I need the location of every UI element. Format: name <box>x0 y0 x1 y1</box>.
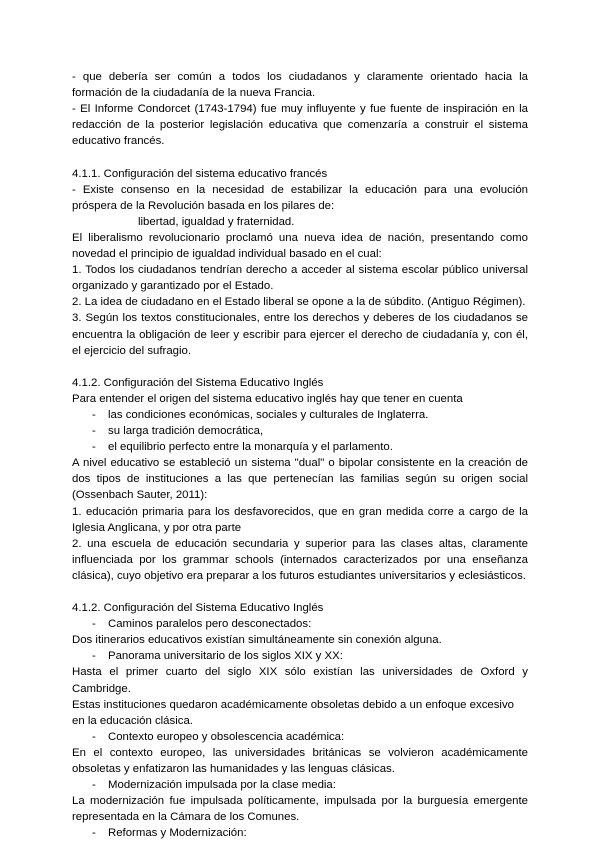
english2-text: En el contexto europeo, las universidades británicas se volvieron académicamente obsoletas y enfatizaron las humanidades y las lenguas clásicas. <box>72 746 528 776</box>
spacer <box>72 584 528 600</box>
english2-bullet <box>72 729 528 745</box>
english2-text: Hasta el primer cuarto del siglo XIX sólo existían las universidades de Oxford y Cambridge. <box>72 666 528 695</box>
english2-bullet <box>72 777 528 793</box>
bullet-text: Modernización impulsada por la clase media: <box>108 779 336 792</box>
english2-bullet <box>72 825 528 841</box>
english-bullet <box>72 407 528 423</box>
dash-glyph: - <box>92 827 96 840</box>
french-consensus-paragraph: - Existe consenso en la necesidad de estabilizar la educación para una evolución próspera de la Revolución basada en los pilares de: <box>72 183 528 212</box>
english-item-2: 2. una escuela de educación secundaria y superior para las clases altas, claramente influenciada por los grammar schools (internados caracterizados por una enseñanza clásica), cuyo objetivo era preparar a los futuros estudiantes universitarios y eclesiásticos. <box>72 537 528 582</box>
intro-paragraph-2: - El Informe Condorcet (1743-1794) fue muy influyente y fue fuente de inspiración en la redacción de la posterior legislación educativa que comenzaría a construir el sistema educativo francés. <box>72 103 528 148</box>
english2-text: La modernización fue impulsada políticamente, impulsada por la burguesía emergente representada en la Cámara de los Comunes. <box>72 795 528 824</box>
section-heading-english-2: 4.1.2. Configuración del Sistema Educativo Inglés <box>72 602 324 615</box>
bullet-text: Caminos paralelos pero desconectados: <box>108 618 312 631</box>
bullet-text: su larga tradición democrática, <box>108 425 264 438</box>
english2-bullet <box>72 616 528 632</box>
french-item-1: 1. Todos los ciudadanos tendrían derecho a acceder al sistema escolar público universal organizado y garantizado por el Estado. <box>72 264 528 293</box>
section-heading-english: 4.1.2. Configuración del Sistema Educativo Inglés <box>72 376 324 389</box>
french-item-3: 3. Según los textos constitucionales, entre los derechos y deberes de los ciudadanos se encuentra la obligación de leer y escribir para ejercer el derecho de ciudadanía y, con él, el ejercicio del sufragio. <box>72 312 528 357</box>
document-page <box>72 69 528 842</box>
bullet-text: Contexto europeo y obsolescencia académica: <box>108 730 345 743</box>
english-item-1: 1. educación primaria para los desfavorecidos, que en gran medida corre a cargo de la Iglesia Anglicana, y por otra parte <box>72 505 528 534</box>
dash-glyph: - <box>92 730 96 743</box>
dash-glyph: - <box>92 425 96 438</box>
english-lead: Para entender el origen del sistema educativo inglés hay que tener en cuenta <box>72 392 463 405</box>
spacer <box>72 149 528 165</box>
dash-glyph: - <box>92 779 96 792</box>
french-pillars: libertad, igualdad y fraternidad. <box>138 215 295 228</box>
english-dual-system-paragraph: A nivel educativo se estableció un sistema "dual" o bipolar consistente en la creación de dos tipos de instituciones a las que pertenecían las familias según su origen social (Ossenbach Sauter, 2011): <box>72 457 528 502</box>
english2-text: Dos itinerarios educativos existían simultáneamente sin conexión alguna. <box>72 634 442 647</box>
bullet-text: las condiciones económicas, sociales y culturales de Inglaterra. <box>108 408 429 421</box>
dash-glyph: - <box>92 441 96 454</box>
english2-text: Estas instituciones quedaron académicamente obsoletas debido a un enfoque excesivo en la educación clásica. <box>72 698 514 727</box>
dash-glyph: - <box>92 408 96 421</box>
section-heading-french: 4.1.1. Configuración del sistema educativo francés <box>72 167 328 180</box>
intro-paragraph-1: - que debería ser común a todos los ciudadanos y claramente orientado hacia la formación de la ciudadanía de la nueva Francia. <box>72 71 528 100</box>
bullet-text: el equilibrio perfecto entre la monarquía y el parlamento. <box>108 441 393 454</box>
bullet-text: Reformas y Modernización: <box>108 827 247 840</box>
dash-glyph: - <box>92 618 96 631</box>
bullet-text: Panorama universitario de los siglos XIX y XX: <box>108 650 343 663</box>
dash-glyph: - <box>92 650 96 663</box>
english-bullet <box>72 439 528 455</box>
spacer <box>72 359 528 375</box>
english-bullet <box>72 423 528 439</box>
french-liberalism-paragraph: El liberalismo revolucionario proclamó una nueva idea de nación, presentando como novedad el principio de igualdad individual basado en el cual: <box>72 231 528 261</box>
french-item-2: 2. La idea de ciudadano en el Estado liberal se opone a la de súbdito. (Antiguo Régimen). <box>72 296 526 309</box>
english2-bullet <box>72 648 528 664</box>
